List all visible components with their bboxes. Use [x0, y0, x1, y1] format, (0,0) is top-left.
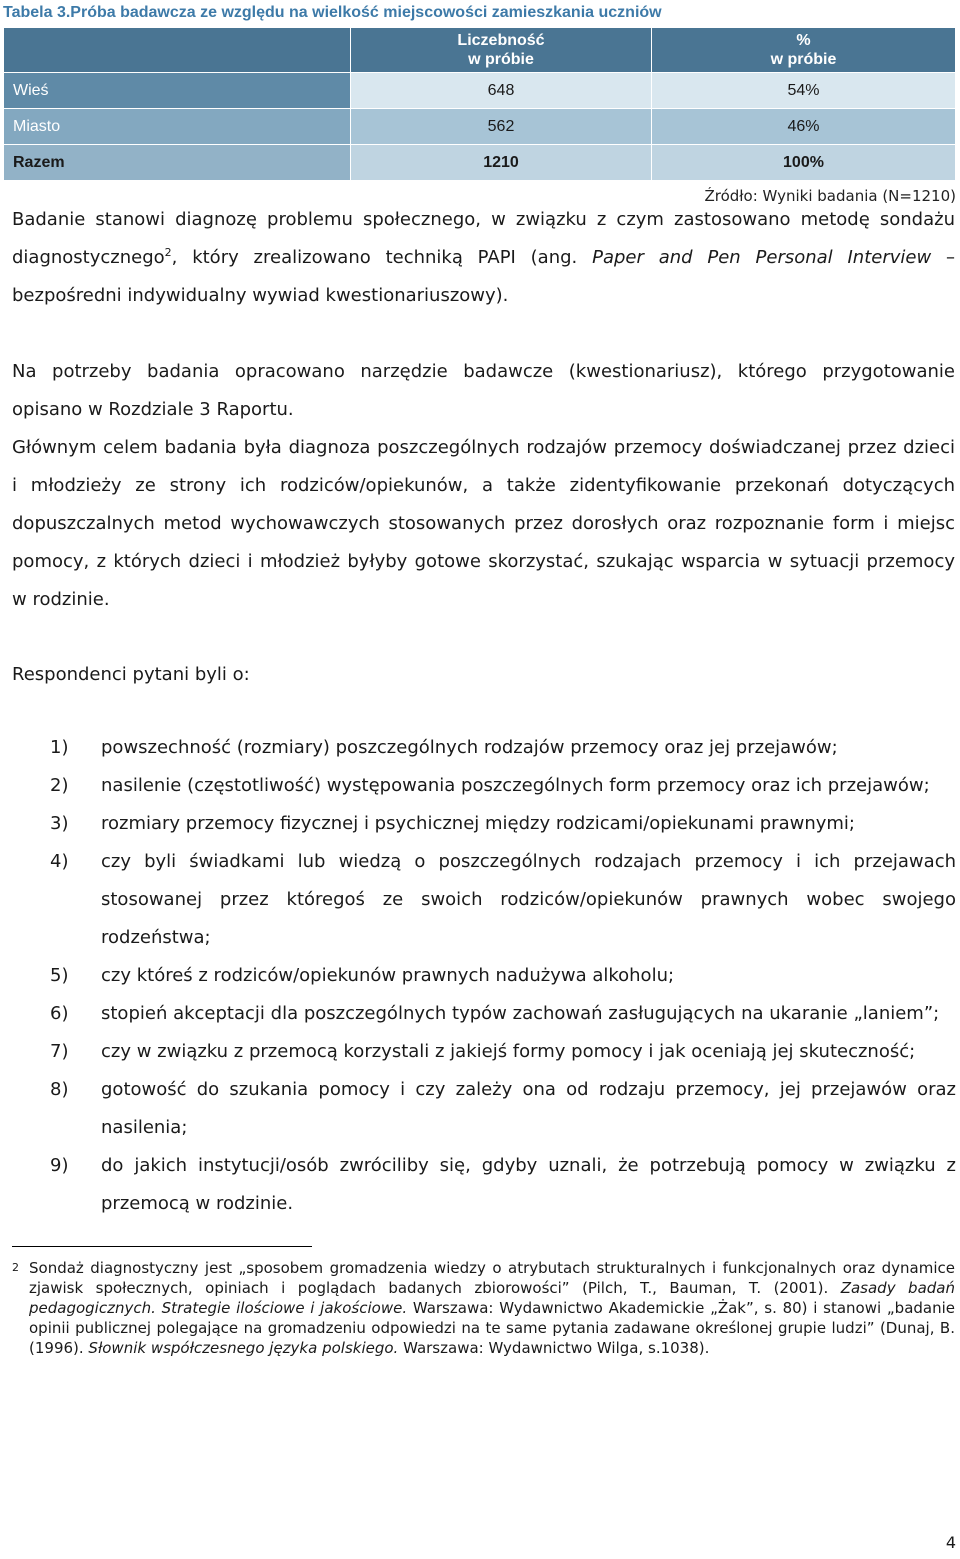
footnote-number: 2 — [12, 1261, 19, 1274]
footnote-ref[interactable]: 2 — [164, 246, 172, 259]
paragraph-tool: Na potrzeby badania opracowano narzędzie badawcze (kwestionariusz), którego przygotowanie opisano w Rozdziale 3 Raportu. — [12, 361, 955, 420]
list-item: 8) gotowość do szukania pomocy i czy zależy ona od rodzaju przemocy, jej przejawów oraz nasilenia; — [50, 1079, 956, 1138]
question-list — [50, 729, 956, 1223]
header-empty — [4, 28, 351, 73]
row-label: Razem — [4, 145, 351, 181]
row-count: 648 — [351, 73, 652, 109]
table-caption: Tabela 3.Próba badawcza ze względu na wielkość miejscowości zamieszkania uczniów — [3, 4, 662, 21]
paragraph-method: Badanie stanowi diagnozę problemu społecznego, w związku z czym zastosowano metodę sondażu diagnostycznego$^2$, który zrealizowano techniką PAPI (ang. Paper and Pen Personal Interview – bezpośredni indywidualny wywiad kwestionariuszowy). — [12, 209, 955, 306]
table-row — [4, 73, 956, 109]
sample-table — [3, 27, 956, 181]
table-row — [4, 109, 956, 145]
list-item: 3) rozmiary przemocy fizycznej i psychicznej między rodzicami/opiekunami prawnymi; — [50, 813, 855, 834]
header-pct: % w próbie — [652, 28, 956, 73]
list-item: 7) czy w związku z przemocą korzystali z jakiejś formy pomocy i jak oceniają jej skuteczność; — [50, 1041, 916, 1062]
row-pct: 46% — [652, 109, 956, 145]
row-label: Wieś — [4, 73, 351, 109]
list-item: 2) nasilenie (częstotliwość) występowania poszczególnych form przemocy oraz ich przejawów; — [50, 775, 930, 796]
list-item: 5) czy któreś z rodziców/opiekunów prawnych nadużywa alkoholu; — [50, 965, 675, 986]
table-source: Źródło: Wyniki badania (N=1210) — [704, 187, 956, 205]
row-count: 562 — [351, 109, 652, 145]
footnote-separator — [12, 1246, 312, 1247]
list-item: 6) stopień akceptacji dla poszczególnych typów zachowań zasługujących na ukaranie „laniem”; — [50, 1003, 940, 1024]
list-item: 1) powszechność (rozmiary) poszczególnych rodzajów przemocy oraz jej przejawów; — [50, 737, 838, 758]
header-count: Liczebność w próbie — [351, 28, 652, 73]
row-pct: 100% — [652, 145, 956, 181]
table-row — [4, 145, 956, 181]
paragraph-goal: Głównym celem badania była diagnoza poszczególnych rodzajów przemocy doświadczanej przez dzieci i młodzieży ze strony ich rodziców/opiekunów, a także zidentyfikowanie przekonań dotyczących dopuszczalnych metod wychowawczych stosowanych przez dorosłych oraz rozpoznanie form i miejsc pomocy, z których dzieci i młodzież byłyby gotowe skorzystać, szukając wsparcia w sytuacji przemocy w rodzinie. — [12, 437, 955, 610]
row-pct: 54% — [652, 73, 956, 109]
list-item: 4) czy byli świadkami lub wiedzą o poszczególnych rodzajach przemocy i ich przejawach stosowanej przez któregoś ze swoich rodziców/opiekunów prawnych wobec swojego rodzeństwa; — [50, 851, 956, 948]
respondents-intro: Respondenci pytani byli o: — [12, 664, 250, 685]
list-item: 9) do jakich instytucji/osób zwróciliby się, gdyby uznali, że potrzebują pomocy w związku z przemocą w rodzinie. — [50, 1155, 956, 1214]
row-label: Miasto — [4, 109, 351, 145]
footnote: 2 Sondaż diagnostyczny jest „sposobem gromadzenia wiedzy o atrybutach strukturalnych i funkcjonalnych oraz dynamice zjawisk społecznych, opiniach i poglądach badanych zbiorowości” (Pilch, T., Bauman, T. (2001). Zasady badań pedagogicznych. Strategie ilościowe i jakościowe. Warszawa: Wydawnictwo Akademickie „Żak”, s. 80) i stanowi „badanie opinii publicznej polegające na gromadzeniu odpowiedzi na te same pytania zadawane określonej grupie ludzi” (Dunaj, B. (1996). Słownik współczesnego języka polskiego. Warszawa: Wydawnictwo Wilga, s.1038). — [12, 1259, 955, 1357]
row-count: 1210 — [351, 145, 652, 181]
page-number: 4 — [945, 1533, 956, 1552]
table-header-row — [4, 28, 956, 73]
